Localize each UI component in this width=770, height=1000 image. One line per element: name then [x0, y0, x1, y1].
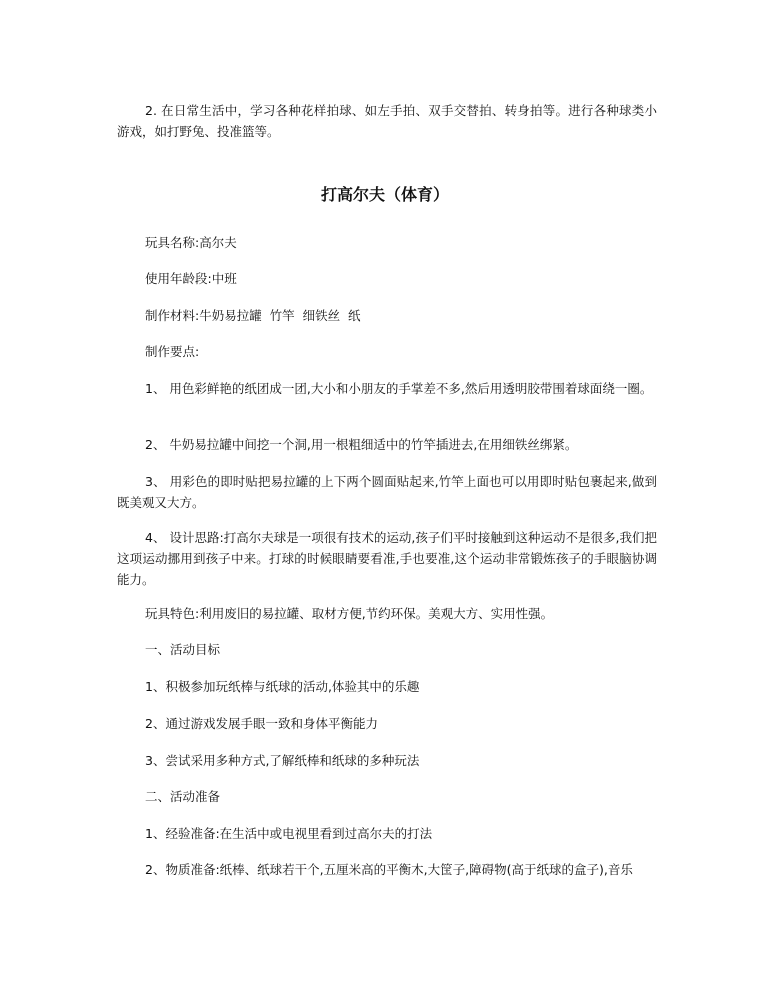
section-heading-goals: 一、活动目标 — [145, 642, 221, 657]
materials: 制作材料:牛奶易拉罐 竹竿 细铁丝 纸 — [145, 308, 361, 323]
step-item: 4、 设计思路:打高尔夫球是一项很有技术的运动,孩子们平时接触到这种运动不是很多,我们把这项运动挪用到孩子中来。打球的时候眼睛要看准,手也要准,这个运动非常锻炼孩子的手眼脑协调能力。 — [117, 530, 657, 587]
preparation-item: 2、物质准备:纸棒、纸球若干个,五厘米高的平衡木,大筐子,障碍物(高于纸球的盒子),音乐 — [145, 862, 633, 877]
section-heading-preparation: 二、活动准备 — [145, 789, 221, 804]
step-item: 1、 用色彩鲜艳的纸团成一团,大小和小朋友的手掌差不多,然后用透明胶带围着球面绕一圈。 — [145, 381, 653, 396]
preparation-item: 1、经验准备:在生活中或电视里看到过高尔夫的打法 — [145, 826, 433, 841]
age-group: 使用年龄段:中班 — [145, 271, 237, 286]
goal-item: 3、尝试采用多种方式,了解纸棒和纸球的多种玩法 — [145, 753, 420, 768]
toy-name: 玩具名称:高尔夫 — [145, 235, 237, 250]
key-points-heading: 制作要点: — [145, 344, 200, 359]
step-item: 3、 用彩色的即时贴把易拉罐的上下两个圆面贴起来,竹竿上面也可以用即时贴包裹起来,做到既美观又大方。 — [117, 474, 657, 510]
page-title: 打高尔夫（体育） — [320, 185, 449, 204]
step-item: 2、 牛奶易拉罐中间挖一个洞,用一根粗细适中的竹竿插进去,在用细铁丝绑紧。 — [145, 437, 578, 452]
goal-item: 2、通过游戏发展手眼一致和身体平衡能力 — [145, 716, 378, 731]
intro-paragraph: 2. 在日常生活中，学习各种花样拍球、如左手拍、双手交替拍、转身拍等。进行各种球类小游戏，如打野兔、投准篮等。 — [117, 103, 657, 139]
goal-item: 1、积极参加玩纸棒与纸球的活动,体验其中的乐趣 — [145, 679, 420, 694]
toy-features: 玩具特色:利用废旧的易拉罐、取材方便,节约环保。美观大方、实用性强。 — [145, 606, 554, 621]
